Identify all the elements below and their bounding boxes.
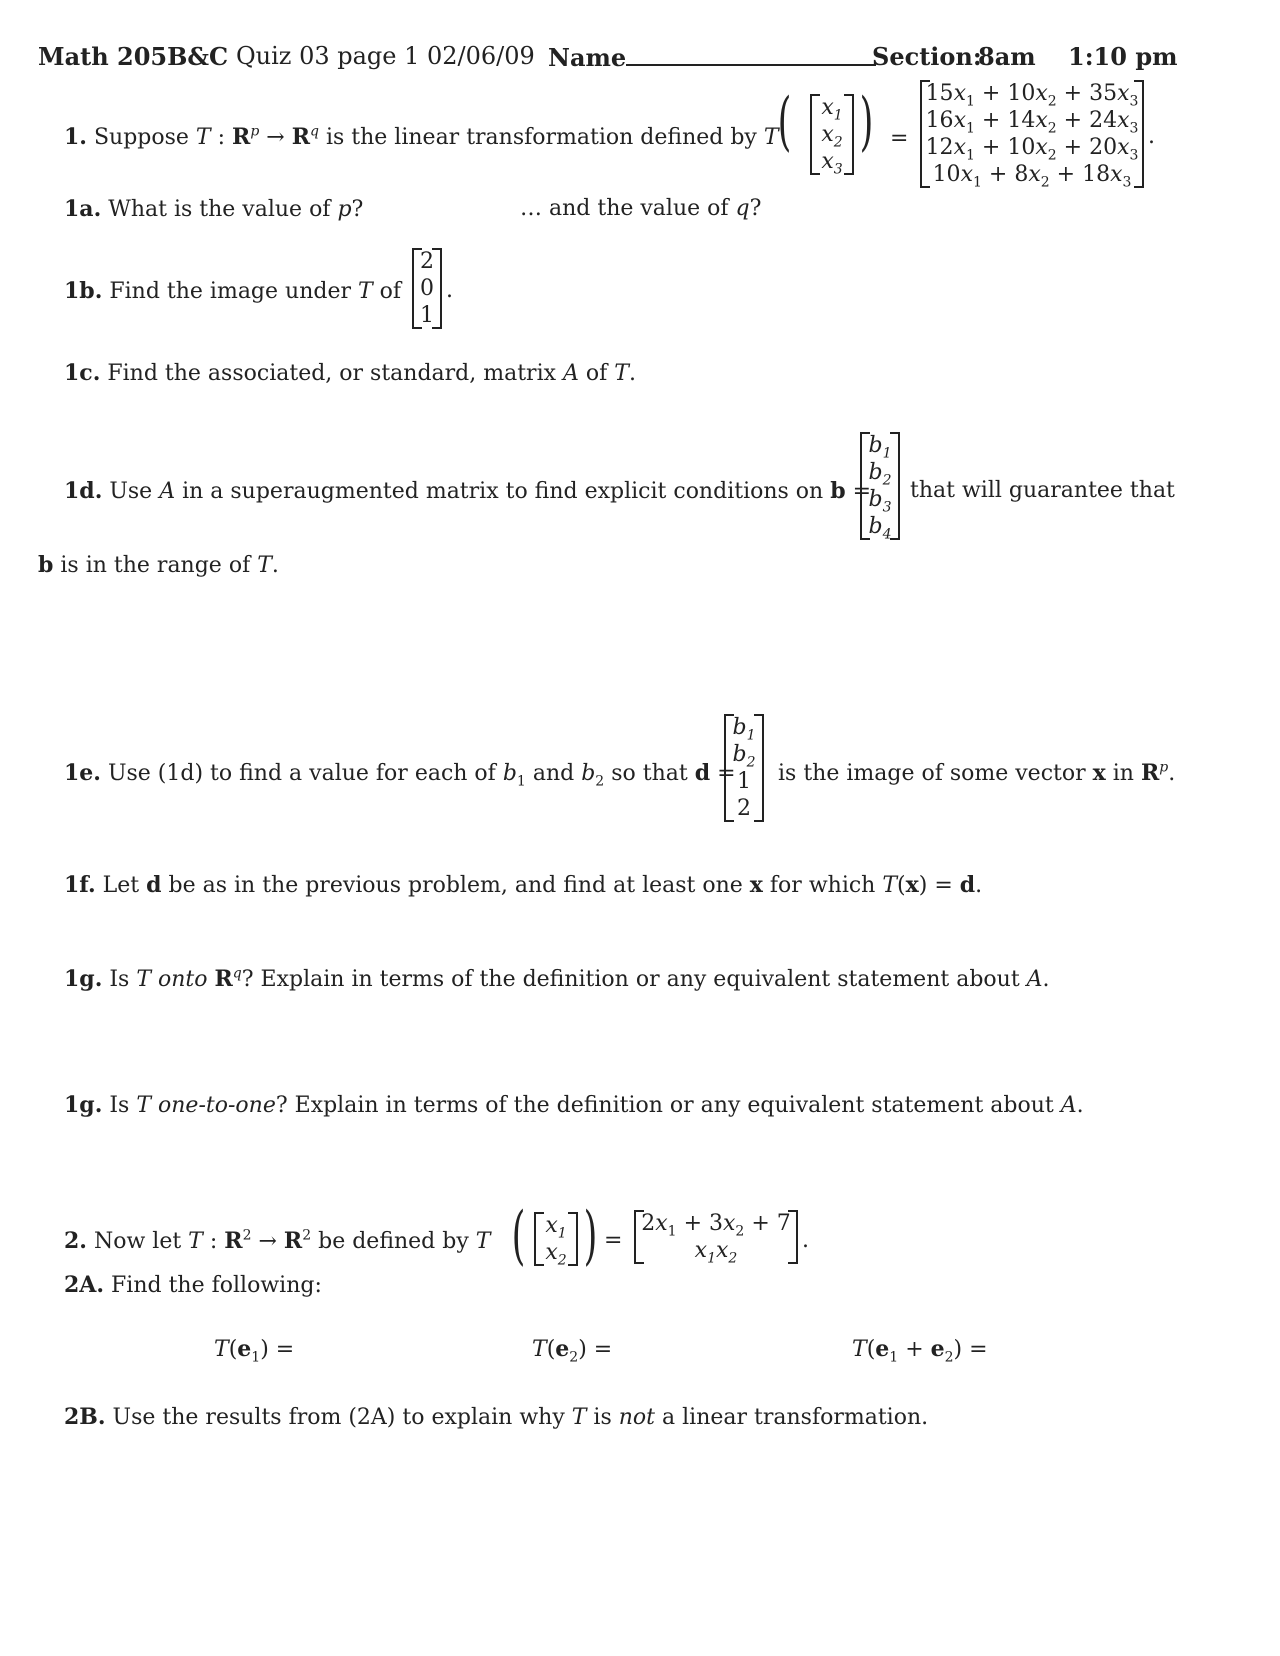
vec-entry: $b_1$ (868, 433, 892, 462)
course-title: Math 205B&C (38, 42, 229, 71)
vec-entry: $b_1$ (732, 715, 756, 744)
quiz-info: Quiz 03 page 1 02/06/09 (236, 42, 535, 70)
vec-entry: $x_1x_2$ (694, 1238, 738, 1267)
q1g2-text: 1g. Is T one-to-one? Explain in terms of the definition or any equivalent statement about A. (64, 1092, 1084, 1118)
vec-entry: $b_4$ (868, 514, 892, 543)
q1d-text: 1d. Use A in a superaugmented matrix to find explicit conditions on b = (64, 478, 872, 504)
section-option-110pm[interactable]: 1:10 pm (1068, 42, 1178, 71)
q1b-period: . (446, 278, 453, 303)
q2-input-vector (534, 1212, 578, 1269)
q1-close-paren: ) (859, 85, 874, 159)
vec-entry: $16x_1 + 14x_2 + 24x_3$ (925, 108, 1139, 137)
q1e-vector (724, 714, 764, 822)
q1d-text2: that will guarantee that (910, 478, 1175, 503)
vec-entry: $b_3$ (868, 487, 892, 516)
vec-entry: $x_3$ (821, 149, 843, 178)
q1d-text3: b is in the range of T. (38, 552, 279, 578)
q2-close-paren: ) (583, 1199, 598, 1273)
q1-period: . (1148, 124, 1155, 149)
vec-entry: 2 (737, 796, 751, 821)
q1b-vector (412, 248, 442, 329)
q1d-vector (860, 432, 900, 543)
q1e-text: 1e. Use (1d) to find a value for each of $b_1$ and $b_2$ so that d = (64, 760, 736, 790)
q1c-text: 1c. Find the associated, or standard, matrix A of T. (64, 360, 636, 386)
q1a-text: 1a. What is the value of p? (64, 196, 364, 222)
q2-equals: = (604, 1228, 623, 1253)
vec-entry: $15x_1 + 10x_2 + 35x_3$ (925, 81, 1139, 110)
q2B-text: 2B. Use the results from (2A) to explain why T is not a linear transformation. (64, 1404, 929, 1430)
q2A-Te1e2: $T(e_1 + e_2)$ = (852, 1336, 988, 1366)
q1-input-vector (810, 94, 854, 178)
name-field[interactable] (626, 42, 876, 66)
q1-equals: = (890, 126, 909, 151)
q1b-text: 1b. Find the image under T of (64, 278, 402, 304)
section-option-8am[interactable]: 8am (978, 42, 1036, 71)
q1f-text: 1f. Let d be as in the previous problem, and find at least one x for which T(x) = d. (64, 872, 983, 898)
q2-output-vector (634, 1210, 798, 1267)
q1g-text: 1g. Is T onto $R^q$? Explain in terms of the definition or any equivalent statement about A. (64, 965, 1050, 992)
q2A-text: 2A. Find the following: (64, 1272, 322, 1298)
vec-entry: $2x_1 + 3x_2 + 7$ (641, 1211, 791, 1240)
vec-entry: $x_2$ (821, 122, 843, 151)
q1a-text2: … and the value of q? (520, 196, 762, 221)
q1-output-vector (920, 80, 1144, 191)
vec-entry: 2 (420, 249, 434, 274)
vec-entry: $12x_1 + 10x_2 + 20x_3$ (925, 135, 1139, 164)
vec-entry: $x_1$ (545, 1213, 567, 1242)
vec-entry: 0 (420, 276, 434, 301)
vec-entry: 1 (737, 769, 751, 794)
vec-entry: $x_1$ (821, 95, 843, 124)
q1e-text2: is the image of some vector x in $R^p$. (778, 759, 1176, 786)
vec-entry: $10x_1 + 8x_2 + 18x_3$ (932, 162, 1132, 191)
section-label: Section: (872, 42, 982, 71)
q2A-Te2: $T(e_2)$ = (532, 1336, 613, 1366)
name-label: Name (548, 42, 876, 72)
vec-entry: $b_2$ (868, 460, 892, 489)
q2-text: 2. Now let T : $R^2 \to R^2$ be defined by T (64, 1227, 491, 1254)
vec-entry: $b_2$ (732, 742, 756, 771)
vec-entry: $x_2$ (545, 1240, 567, 1269)
q2-period: . (802, 1228, 809, 1253)
q1-open-paren: ( (777, 85, 792, 159)
q2A-Te1: $T(e_1)$ = (214, 1336, 295, 1366)
q2-open-paren: ( (511, 1199, 526, 1273)
vec-entry: 1 (420, 303, 434, 328)
q1-stem: 1. Suppose T : $R^p \to R^q$ is the linear transformation defined by T (64, 123, 779, 150)
